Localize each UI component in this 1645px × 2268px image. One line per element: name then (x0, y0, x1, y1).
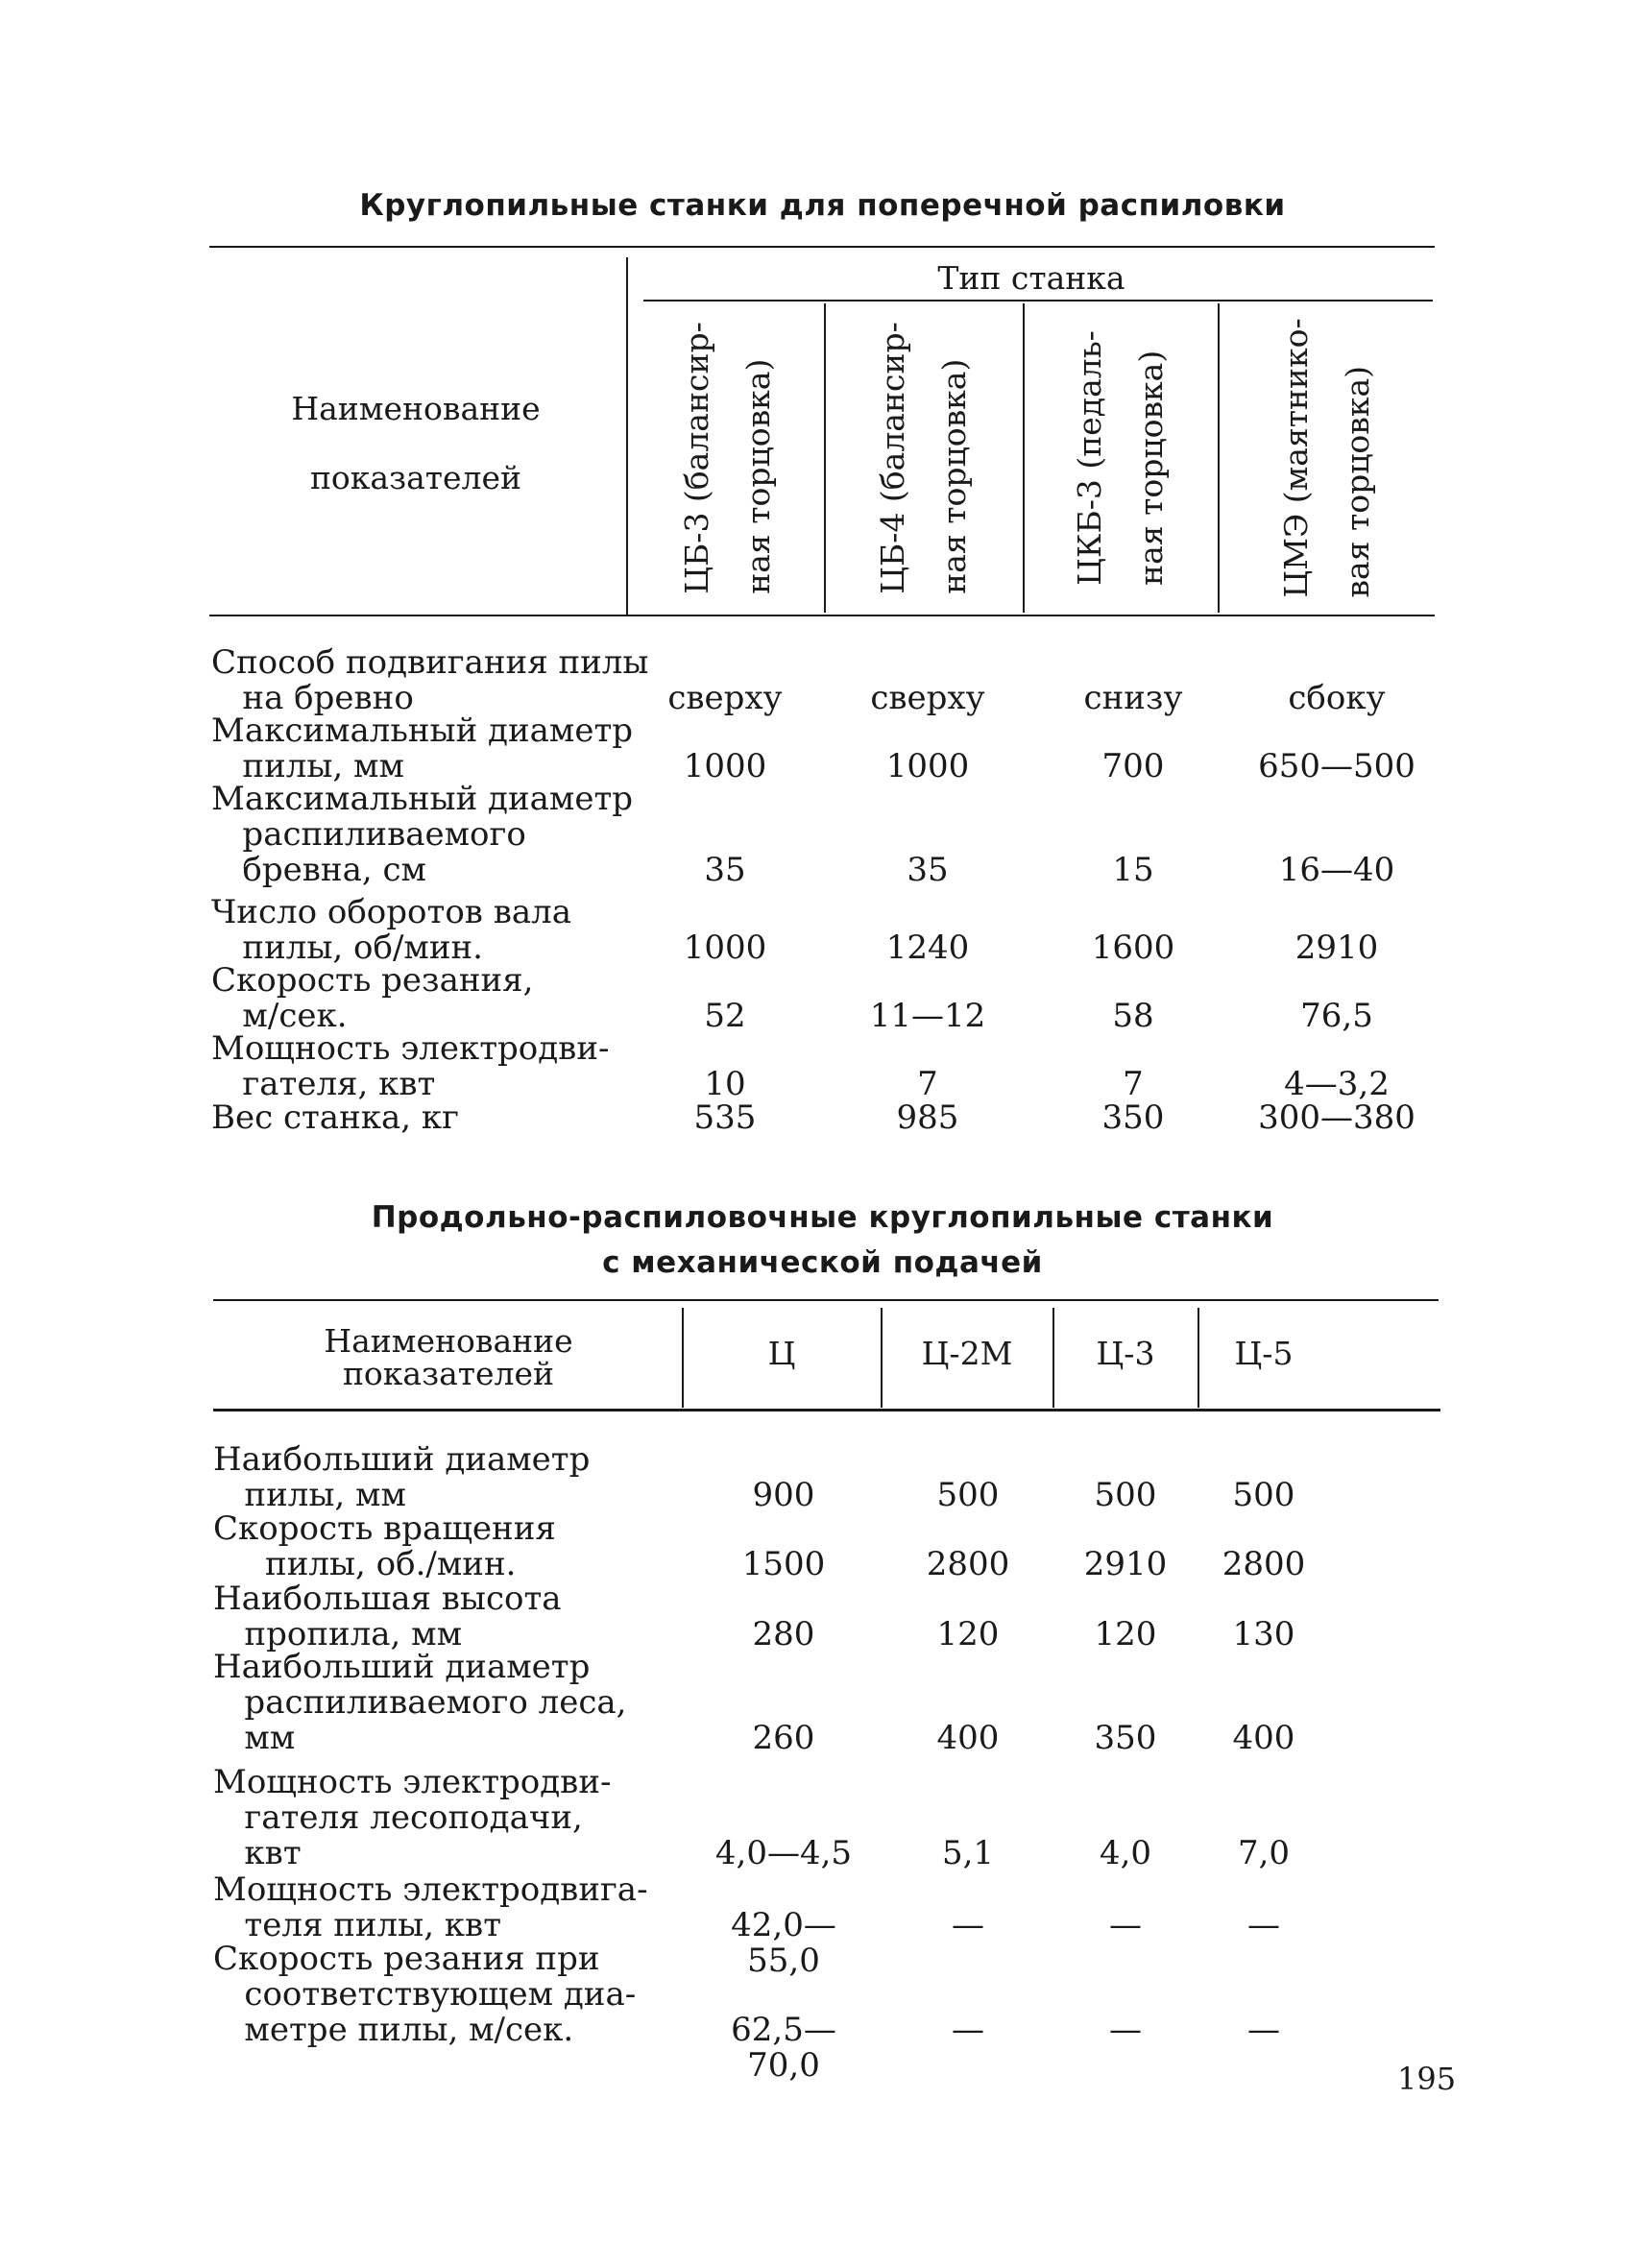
table1-group-rule (643, 300, 1433, 302)
table2-cell: — (952, 2011, 984, 2049)
table1-cell: 15 (1112, 851, 1154, 889)
table2-cell: — (952, 1906, 984, 1944)
table2-cell: 350 (1094, 1719, 1157, 1757)
table2-cell: 2800 (1222, 1545, 1306, 1583)
table1-title: Круглопильные станки для поперечной распиловки (359, 188, 1286, 223)
table1-cell: 35 (907, 851, 949, 889)
table1-col-header: ЦКБ-3 (педаль- ная торцовка) (1071, 330, 1170, 586)
table1-cell: 1000 (885, 747, 970, 785)
table1-cell: 52 (704, 997, 746, 1035)
table1-cell: 535 (693, 1098, 757, 1137)
table2-row-label: Наибольшая высота пропила, мм (213, 1580, 562, 1653)
table2-col-header: Ц-2М (921, 1335, 1013, 1372)
table1-cell: 7 (1123, 1065, 1144, 1103)
table1-row-label: Вес станка, кг (211, 1098, 459, 1137)
table1-row-label: Число оборотов вала пилы, об/мин. (211, 893, 572, 967)
table2-cell: 260 (752, 1719, 815, 1757)
table2-cell: 4,0 (1099, 1834, 1152, 1872)
table2-cell: 280 (752, 1615, 815, 1653)
table2-cell: 5,1 (941, 1834, 995, 1872)
table1-top-rule (209, 246, 1435, 248)
table1-col-header: ЦБ-4 (балансир- ная торцовка) (874, 322, 973, 594)
table2-cell: 62,5—70,0 (731, 2011, 836, 2085)
table1-cell: 76,5 (1300, 997, 1373, 1035)
table2-cell: — (1109, 1906, 1142, 1944)
table1-cell: 350 (1101, 1098, 1165, 1137)
table2-cell: 500 (1094, 1476, 1157, 1514)
table1-cell: 1240 (885, 929, 970, 967)
table1-header-label: Наименование показателей (291, 390, 541, 496)
table1-col-divider (1218, 303, 1220, 613)
table1-col-divider (824, 303, 826, 613)
table2-row-label: Наибольший диаметр пилы, мм (213, 1440, 591, 1514)
table2-cell: 1500 (741, 1545, 826, 1583)
table2-header-label: Наименование показателей (324, 1322, 573, 1392)
table1-col-divider (1023, 303, 1025, 613)
table1-cell: снизу (1083, 679, 1183, 717)
table2-col-header: Ц-5 (1234, 1335, 1294, 1372)
table1-cell: 1000 (683, 747, 767, 785)
table1-cell: 10 (704, 1065, 746, 1103)
table1-row-label: Максимальный диаметр пилы, мм (211, 712, 634, 785)
table1-cell: 35 (704, 851, 746, 889)
table1-col-header: ЦБ-3 (балансир- ная торцовка) (678, 322, 777, 594)
table1-cell: сбоку (1288, 679, 1386, 717)
table2-col-header: Ц-3 (1096, 1335, 1155, 1372)
table1-group-header: Тип станка (937, 259, 1125, 297)
table1-cell: сверху (667, 679, 783, 717)
table2-cell: 42,0—55,0 (731, 1906, 836, 1980)
table1-col-header: ЦМЭ (маятнико- вая торцовка) (1277, 318, 1376, 598)
page-number: 195 (1397, 2061, 1457, 2097)
table2-col-divider (682, 1308, 684, 1408)
table2-cell: 400 (1232, 1719, 1295, 1757)
table2-cell: 900 (752, 1476, 815, 1514)
table2-col-divider (881, 1308, 883, 1408)
table1-cell: 1000 (683, 929, 767, 967)
table1-cell: 1600 (1091, 929, 1175, 967)
table1-row-label: Способ подвигания пилы на бревно (211, 643, 649, 717)
table2-col-divider (1197, 1308, 1199, 1408)
table2-row-label: Скорость вращения пилы, об./мин. (213, 1509, 556, 1583)
table2-col-header: Ц (767, 1335, 796, 1372)
table2-cell: 7,0 (1237, 1834, 1291, 1872)
table1-header-rule (209, 615, 1435, 616)
table1-row-label: Скорость резания, м/сек. (211, 961, 534, 1035)
table1-cell: 300—380 (1258, 1098, 1415, 1137)
table2-cell: — (1247, 1906, 1280, 1944)
table2-cell: — (1247, 2011, 1280, 2049)
table2-subtitle: с механической подачей (602, 1245, 1043, 1280)
table1-cell: 2910 (1294, 929, 1379, 967)
table2-title: Продольно-распиловочные круглопильные станки (371, 1200, 1274, 1235)
table1-cell: 700 (1101, 747, 1165, 785)
table1-row-label: Мощность электродви- гателя, квт (211, 1029, 610, 1103)
table2-row-label: Мощность электродвига- теля пилы, квт (213, 1870, 648, 1944)
table1-cell: 7 (917, 1065, 938, 1103)
table1-cell: 4—3,2 (1284, 1065, 1390, 1103)
table1-cell: 16—40 (1278, 851, 1395, 889)
table2-cell: 4,0—4,5 (714, 1834, 853, 1872)
table2-cell: 120 (1094, 1615, 1157, 1653)
table2-cell: 130 (1232, 1615, 1295, 1653)
table2-cell: 2910 (1083, 1545, 1168, 1583)
table2-row-label: Наибольший диаметр распиливаемого леса, мм (213, 1648, 627, 1757)
table2-row-label: Скорость резания при соответствующем диа- метре пилы, м/сек. (213, 1940, 637, 2049)
table2-cell: 400 (936, 1719, 1000, 1757)
table1-divider (626, 257, 628, 615)
table1-cell: сверху (870, 679, 985, 717)
table2-row-label: Мощность электродви- гателя лесоподачи, квт (213, 1763, 612, 1872)
table2-cell: 120 (936, 1615, 1000, 1653)
table1-cell: 650—500 (1258, 747, 1415, 785)
table1-cell: 58 (1112, 997, 1154, 1035)
table2-cell: 500 (1232, 1476, 1295, 1514)
table2-cell: — (1109, 2011, 1142, 2049)
table2-cell: 500 (936, 1476, 1000, 1514)
table1-row-label: Максимальный диаметр распиливаемого бревна, см (211, 780, 634, 889)
table1-cell: 985 (896, 1098, 959, 1137)
table2-top-rule (213, 1299, 1439, 1301)
table1-cell: 11—12 (869, 997, 986, 1035)
table2-header-rule (213, 1409, 1440, 1411)
table2-col-divider (1052, 1308, 1054, 1408)
table2-cell: 2800 (926, 1545, 1010, 1583)
